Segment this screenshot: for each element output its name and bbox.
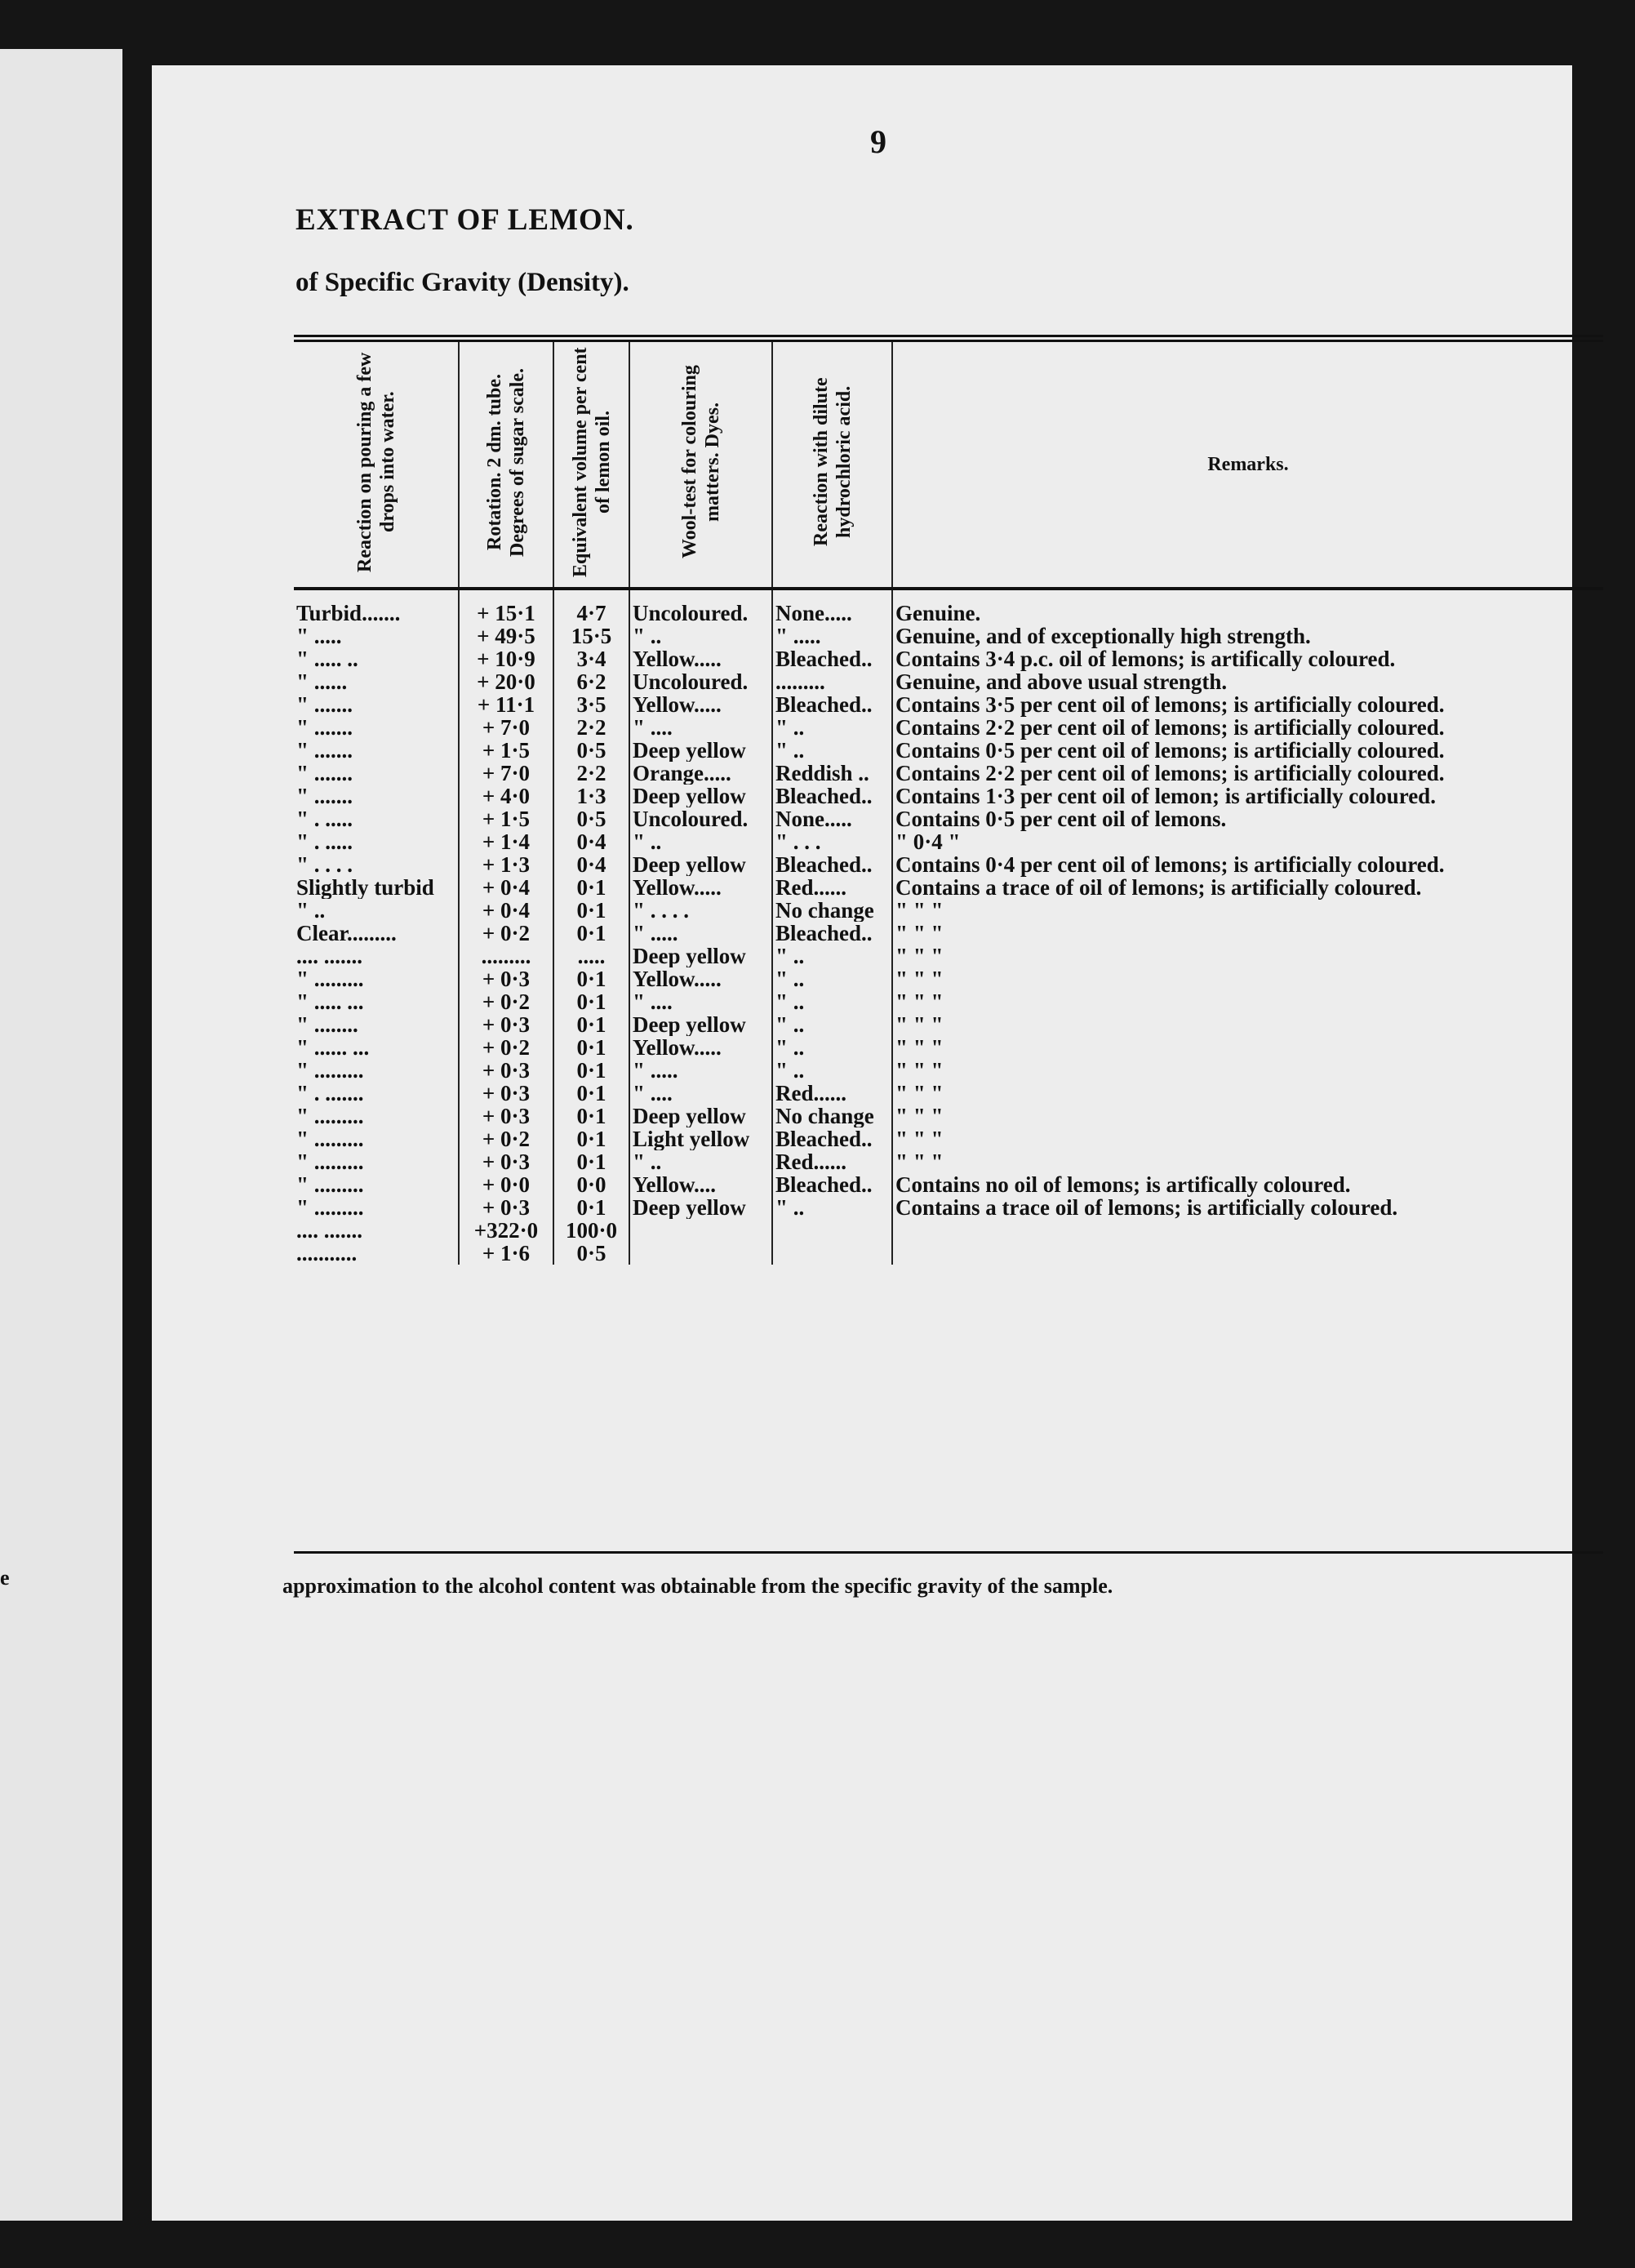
hcl-reaction-cell: " .. <box>772 739 892 762</box>
hcl-reaction-cell: Bleached.. <box>772 693 892 716</box>
rotation-cell: + 1·6 <box>459 1242 553 1265</box>
wool-test-cell: " ..... <box>629 1059 772 1082</box>
remarks-cell: " " " <box>892 922 1603 945</box>
wool-test-cell: Deep yellow <box>629 1105 772 1127</box>
table-row <box>294 1173 1603 1196</box>
equivalent-volume-cell: 0·1 <box>553 1196 629 1219</box>
hcl-reaction-cell: Red...... <box>772 1150 892 1173</box>
table-row <box>294 899 1603 922</box>
document-page <box>152 65 1572 2221</box>
hcl-reaction-cell: Bleached.. <box>772 785 892 807</box>
hcl-reaction-cell: Bleached.. <box>772 1173 892 1196</box>
rotation-cell: + 0·2 <box>459 1127 553 1150</box>
reaction-cell: Turbid....... <box>296 601 401 625</box>
equivalent-volume-cell: 0·5 <box>553 739 629 762</box>
hcl-reaction-cell <box>772 1219 892 1242</box>
wool-test-cell: Deep yellow <box>629 945 772 967</box>
wool-test-cell: Deep yellow <box>629 1196 772 1219</box>
rotation-cell: + 0·4 <box>459 876 553 899</box>
table-body <box>294 589 1603 1265</box>
reaction-cell: " ..... ... <box>296 990 364 1013</box>
wool-test-cell: Yellow..... <box>629 693 772 716</box>
document-subtitle: of Specific Gravity (Density). <box>295 268 629 297</box>
table-row <box>294 1105 1603 1127</box>
equivalent-volume-cell: 1·3 <box>553 785 629 807</box>
equivalent-volume-cell: 0·1 <box>553 967 629 990</box>
remarks-cell: Genuine, and of exceptionally high strength. <box>892 625 1603 647</box>
equivalent-volume-cell: 0·1 <box>553 899 629 922</box>
table-row <box>294 1082 1603 1105</box>
table-row <box>294 1150 1603 1173</box>
remarks-cell: Contains 1·3 per cent oil of lemon; is artificially coloured. <box>892 785 1603 807</box>
remarks-cell: " " " <box>892 899 1603 922</box>
table-header-row <box>294 339 1603 589</box>
remarks-cell: " " " <box>892 1127 1603 1150</box>
reaction-cell: " ..... .. <box>296 647 358 670</box>
table-row <box>294 785 1603 807</box>
table-row <box>294 1013 1603 1036</box>
table-row <box>294 647 1603 670</box>
hcl-reaction-cell: ......... <box>772 670 892 693</box>
equivalent-volume-cell: 15·5 <box>553 625 629 647</box>
equivalent-volume-cell: 2·2 <box>553 716 629 739</box>
wool-test-cell <box>629 1242 772 1265</box>
hcl-reaction-cell: Bleached.. <box>772 853 892 876</box>
remarks-cell: " " " <box>892 1013 1603 1036</box>
rotation-cell: + 7·0 <box>459 762 553 785</box>
rotation-cell: + 1·5 <box>459 807 553 830</box>
table-row <box>294 589 1603 625</box>
equivalent-volume-cell: 0·1 <box>553 990 629 1013</box>
rotation-cell: + 1·5 <box>459 739 553 762</box>
rotation-cell: + 0·0 <box>459 1173 553 1196</box>
hcl-reaction-cell: " .. <box>772 990 892 1013</box>
column-header-reaction: Reaction on pouring a few drops into water. <box>294 339 459 589</box>
reaction-cell: " ......... <box>296 1105 364 1127</box>
rotation-cell: + 0·4 <box>459 899 553 922</box>
remarks-cell: " " " <box>892 1105 1603 1127</box>
wool-test-cell: Yellow..... <box>629 1036 772 1059</box>
equivalent-volume-cell: 6·2 <box>553 670 629 693</box>
wool-test-cell: Yellow.... <box>629 1173 772 1196</box>
rotation-cell: + 7·0 <box>459 716 553 739</box>
column-header-rotation: Rotation. 2 dm. tube. Degrees of sugar scale. <box>459 339 553 589</box>
remarks-cell: Genuine. <box>892 589 1603 625</box>
lemon-extract-table <box>294 335 1603 1265</box>
rotation-cell: + 0·2 <box>459 922 553 945</box>
remarks-cell: Contains 3·5 per cent oil of lemons; is artificially coloured. <box>892 693 1603 716</box>
table-row <box>294 967 1603 990</box>
table-row <box>294 762 1603 785</box>
reaction-cell: " .. <box>296 899 326 922</box>
equivalent-volume-cell: 0·4 <box>553 830 629 853</box>
wool-test-cell: Deep yellow <box>629 739 772 762</box>
hcl-reaction-cell: " .. <box>772 1013 892 1036</box>
hcl-reaction-cell: " .. <box>772 967 892 990</box>
reaction-cell: " ....... <box>296 739 353 762</box>
page-number: 9 <box>870 123 886 160</box>
hcl-reaction-cell: " .. <box>772 1196 892 1219</box>
hcl-reaction-cell: None..... <box>772 807 892 830</box>
rotation-cell: + 0·3 <box>459 1196 553 1219</box>
hcl-reaction-cell: " .. <box>772 716 892 739</box>
table-row <box>294 670 1603 693</box>
rotation-cell: + 0·3 <box>459 1082 553 1105</box>
rotation-cell: + 0·3 <box>459 1105 553 1127</box>
reaction-cell: " ......... <box>296 1173 364 1196</box>
remarks-cell: " " " <box>892 945 1603 967</box>
table-row <box>294 1036 1603 1059</box>
remarks-cell: Contains 0·5 per cent oil of lemons. <box>892 807 1603 830</box>
rotation-cell: + 0·3 <box>459 1013 553 1036</box>
table-row <box>294 853 1603 876</box>
reaction-cell: " ....... <box>296 716 353 739</box>
wool-test-cell: Light yellow <box>629 1127 772 1150</box>
table-row <box>294 1242 1603 1265</box>
equivalent-volume-cell: 2·2 <box>553 762 629 785</box>
wool-test-cell: Deep yellow <box>629 853 772 876</box>
reaction-cell: " ...... ... <box>296 1036 370 1059</box>
document-title: EXTRACT OF LEMON. <box>295 203 634 237</box>
adjacent-page-edge <box>0 49 122 2221</box>
wool-test-cell: Yellow..... <box>629 876 772 899</box>
equivalent-volume-cell: 3·5 <box>553 693 629 716</box>
rotation-cell: + 0·2 <box>459 1036 553 1059</box>
reaction-cell: .... ....... <box>296 1219 362 1242</box>
rotation-cell: + 10·9 <box>459 647 553 670</box>
reaction-cell: " ......... <box>296 1127 364 1150</box>
wool-test-cell: " .. <box>629 625 772 647</box>
reaction-cell: " ..... <box>296 625 342 647</box>
reaction-cell: Clear......... <box>296 922 397 945</box>
hcl-reaction-cell: Bleached.. <box>772 647 892 670</box>
reaction-cell: " ......... <box>296 1059 364 1082</box>
equivalent-volume-cell: 0·5 <box>553 807 629 830</box>
remarks-cell: " " " <box>892 1150 1603 1173</box>
reaction-cell: " . ..... <box>296 830 353 853</box>
table-row <box>294 807 1603 830</box>
remarks-cell: " " " <box>892 967 1603 990</box>
equivalent-volume-cell: 4·7 <box>553 589 629 625</box>
reaction-cell: " . ....... <box>296 1082 364 1105</box>
hcl-reaction-cell: No change <box>772 1105 892 1127</box>
remarks-cell <box>892 1242 1603 1265</box>
table-row <box>294 1196 1603 1219</box>
reaction-cell: " ....... <box>296 693 353 716</box>
remarks-cell: Contains 2·2 per cent oil of lemons; is artificially coloured. <box>892 716 1603 739</box>
remarks-cell: Contains 2·2 per cent oil of lemons; is artificially coloured. <box>892 762 1603 785</box>
hcl-reaction-cell: " .. <box>772 1036 892 1059</box>
remarks-cell: Contains a trace oil of lemons; is artificially coloured. <box>892 1196 1603 1219</box>
equivalent-volume-cell: 0·1 <box>553 1013 629 1036</box>
table-row <box>294 1059 1603 1082</box>
remarks-cell: " " " <box>892 1082 1603 1105</box>
reaction-cell: " ........ <box>296 1013 358 1036</box>
wool-test-cell: " .. <box>629 1150 772 1173</box>
table-row <box>294 739 1603 762</box>
column-header-equivalent-volume: Equivalent volume per cent of lemon oil. <box>553 339 629 589</box>
equivalent-volume-cell: 0·1 <box>553 1127 629 1150</box>
table-row <box>294 876 1603 899</box>
hcl-reaction-cell: Red...... <box>772 1082 892 1105</box>
table-row <box>294 922 1603 945</box>
hcl-reaction-cell <box>772 1242 892 1265</box>
wool-test-cell: " .... <box>629 1082 772 1105</box>
equivalent-volume-cell: 0·1 <box>553 1036 629 1059</box>
rotation-cell: + 15·1 <box>459 589 553 625</box>
wool-test-cell <box>629 1219 772 1242</box>
equivalent-volume-cell: 0·5 <box>553 1242 629 1265</box>
wool-test-cell: Deep yellow <box>629 785 772 807</box>
hcl-reaction-cell: Bleached.. <box>772 922 892 945</box>
remarks-cell: " " " <box>892 1059 1603 1082</box>
rotation-cell: ......... <box>459 945 553 967</box>
remarks-cell: Contains no oil of lemons; is artifically coloured. <box>892 1173 1603 1196</box>
wool-test-cell: Orange..... <box>629 762 772 785</box>
hcl-reaction-cell: None..... <box>772 589 892 625</box>
equivalent-volume-cell: 3·4 <box>553 647 629 670</box>
reaction-cell: " ......... <box>296 967 364 990</box>
reaction-cell: " . ..... <box>296 807 353 830</box>
reaction-cell: " ...... <box>296 670 348 693</box>
rotation-cell: + 0·2 <box>459 990 553 1013</box>
reaction-cell: " ....... <box>296 762 353 785</box>
wool-test-cell: " .... <box>629 716 772 739</box>
hcl-reaction-cell: " .. <box>772 945 892 967</box>
rotation-cell: +322·0 <box>459 1219 553 1242</box>
table-row <box>294 990 1603 1013</box>
remarks-cell <box>892 1219 1603 1242</box>
column-header-hcl-reaction: Reaction with dilute hydrochloric acid. <box>772 339 892 589</box>
wool-test-cell: Yellow..... <box>629 647 772 670</box>
rotation-cell: + 0·3 <box>459 1150 553 1173</box>
wool-test-cell: Uncoloured. <box>629 589 772 625</box>
equivalent-volume-cell: ..... <box>553 945 629 967</box>
remarks-cell: Contains 0·4 per cent oil of lemons; is artificially coloured. <box>892 853 1603 876</box>
table-row <box>294 945 1603 967</box>
reaction-cell: Slightly turbid <box>296 876 434 899</box>
table-row <box>294 716 1603 739</box>
hcl-reaction-cell: No change <box>772 899 892 922</box>
table-row <box>294 625 1603 647</box>
remarks-cell: Contains 3·4 p.c. oil of lemons; is artifically coloured. <box>892 647 1603 670</box>
remarks-cell: Contains a trace of oil of lemons; is artificially coloured. <box>892 876 1603 899</box>
column-header-wool-test: Wool-test for colouring matters. Dyes. <box>629 339 772 589</box>
footnote: approximation to the alcohol content was obtainable from the specific gravity of the sample. <box>282 1574 1113 1598</box>
reaction-cell: .... ....... <box>296 945 362 967</box>
hcl-reaction-cell: " .. <box>772 1059 892 1082</box>
wool-test-cell: Deep yellow <box>629 1013 772 1036</box>
rotation-cell: + 49·5 <box>459 625 553 647</box>
hcl-reaction-cell: Bleached.. <box>772 1127 892 1150</box>
wool-test-cell: Uncoloured. <box>629 807 772 830</box>
wool-test-cell: " ..... <box>629 922 772 945</box>
remarks-cell: Contains 0·5 per cent oil of lemons; is artificially coloured. <box>892 739 1603 762</box>
rotation-cell: + 11·1 <box>459 693 553 716</box>
remarks-cell: " " " <box>892 1036 1603 1059</box>
remarks-cell: Genuine, and above usual strength. <box>892 670 1603 693</box>
rotation-cell: + 0·3 <box>459 967 553 990</box>
rotation-cell: + 0·3 <box>459 1059 553 1082</box>
equivalent-volume-cell: 0·1 <box>553 922 629 945</box>
equivalent-volume-cell: 0·1 <box>553 1082 629 1105</box>
wool-test-cell: Yellow..... <box>629 967 772 990</box>
equivalent-volume-cell: 0·0 <box>553 1173 629 1196</box>
table-row <box>294 693 1603 716</box>
column-header-remarks: Remarks. <box>892 339 1603 589</box>
adjacent-page-text-fragment: e <box>0 1566 10 1590</box>
remarks-cell: " 0·4 " <box>892 830 1603 853</box>
rotation-cell: + 1·4 <box>459 830 553 853</box>
hcl-reaction-cell: Red...... <box>772 876 892 899</box>
rotation-cell: + 4·0 <box>459 785 553 807</box>
equivalent-volume-cell: 0·1 <box>553 1059 629 1082</box>
hcl-reaction-cell: Reddish .. <box>772 762 892 785</box>
wool-test-cell: " .... <box>629 990 772 1013</box>
table-row <box>294 1127 1603 1150</box>
remarks-cell: " " " <box>892 990 1603 1013</box>
reaction-cell: " . . . . <box>296 853 353 876</box>
rotation-cell: + 20·0 <box>459 670 553 693</box>
table-bottom-rule <box>294 1551 1603 1554</box>
wool-test-cell: Uncoloured. <box>629 670 772 693</box>
wool-test-cell: " . . . . <box>629 899 772 922</box>
table-row <box>294 1219 1603 1242</box>
equivalent-volume-cell: 0·1 <box>553 1150 629 1173</box>
rotation-cell: + 1·3 <box>459 853 553 876</box>
equivalent-volume-cell: 0·1 <box>553 1105 629 1127</box>
reaction-cell: " ......... <box>296 1196 364 1219</box>
equivalent-volume-cell: 100·0 <box>553 1219 629 1242</box>
hcl-reaction-cell: " ..... <box>772 625 892 647</box>
equivalent-volume-cell: 0·1 <box>553 876 629 899</box>
wool-test-cell: " .. <box>629 830 772 853</box>
table-row <box>294 830 1603 853</box>
reaction-cell: " ......... <box>296 1150 364 1173</box>
equivalent-volume-cell: 0·4 <box>553 853 629 876</box>
reaction-cell: ........... <box>296 1242 358 1265</box>
reaction-cell: " ....... <box>296 785 353 807</box>
hcl-reaction-cell: " . . . <box>772 830 892 853</box>
